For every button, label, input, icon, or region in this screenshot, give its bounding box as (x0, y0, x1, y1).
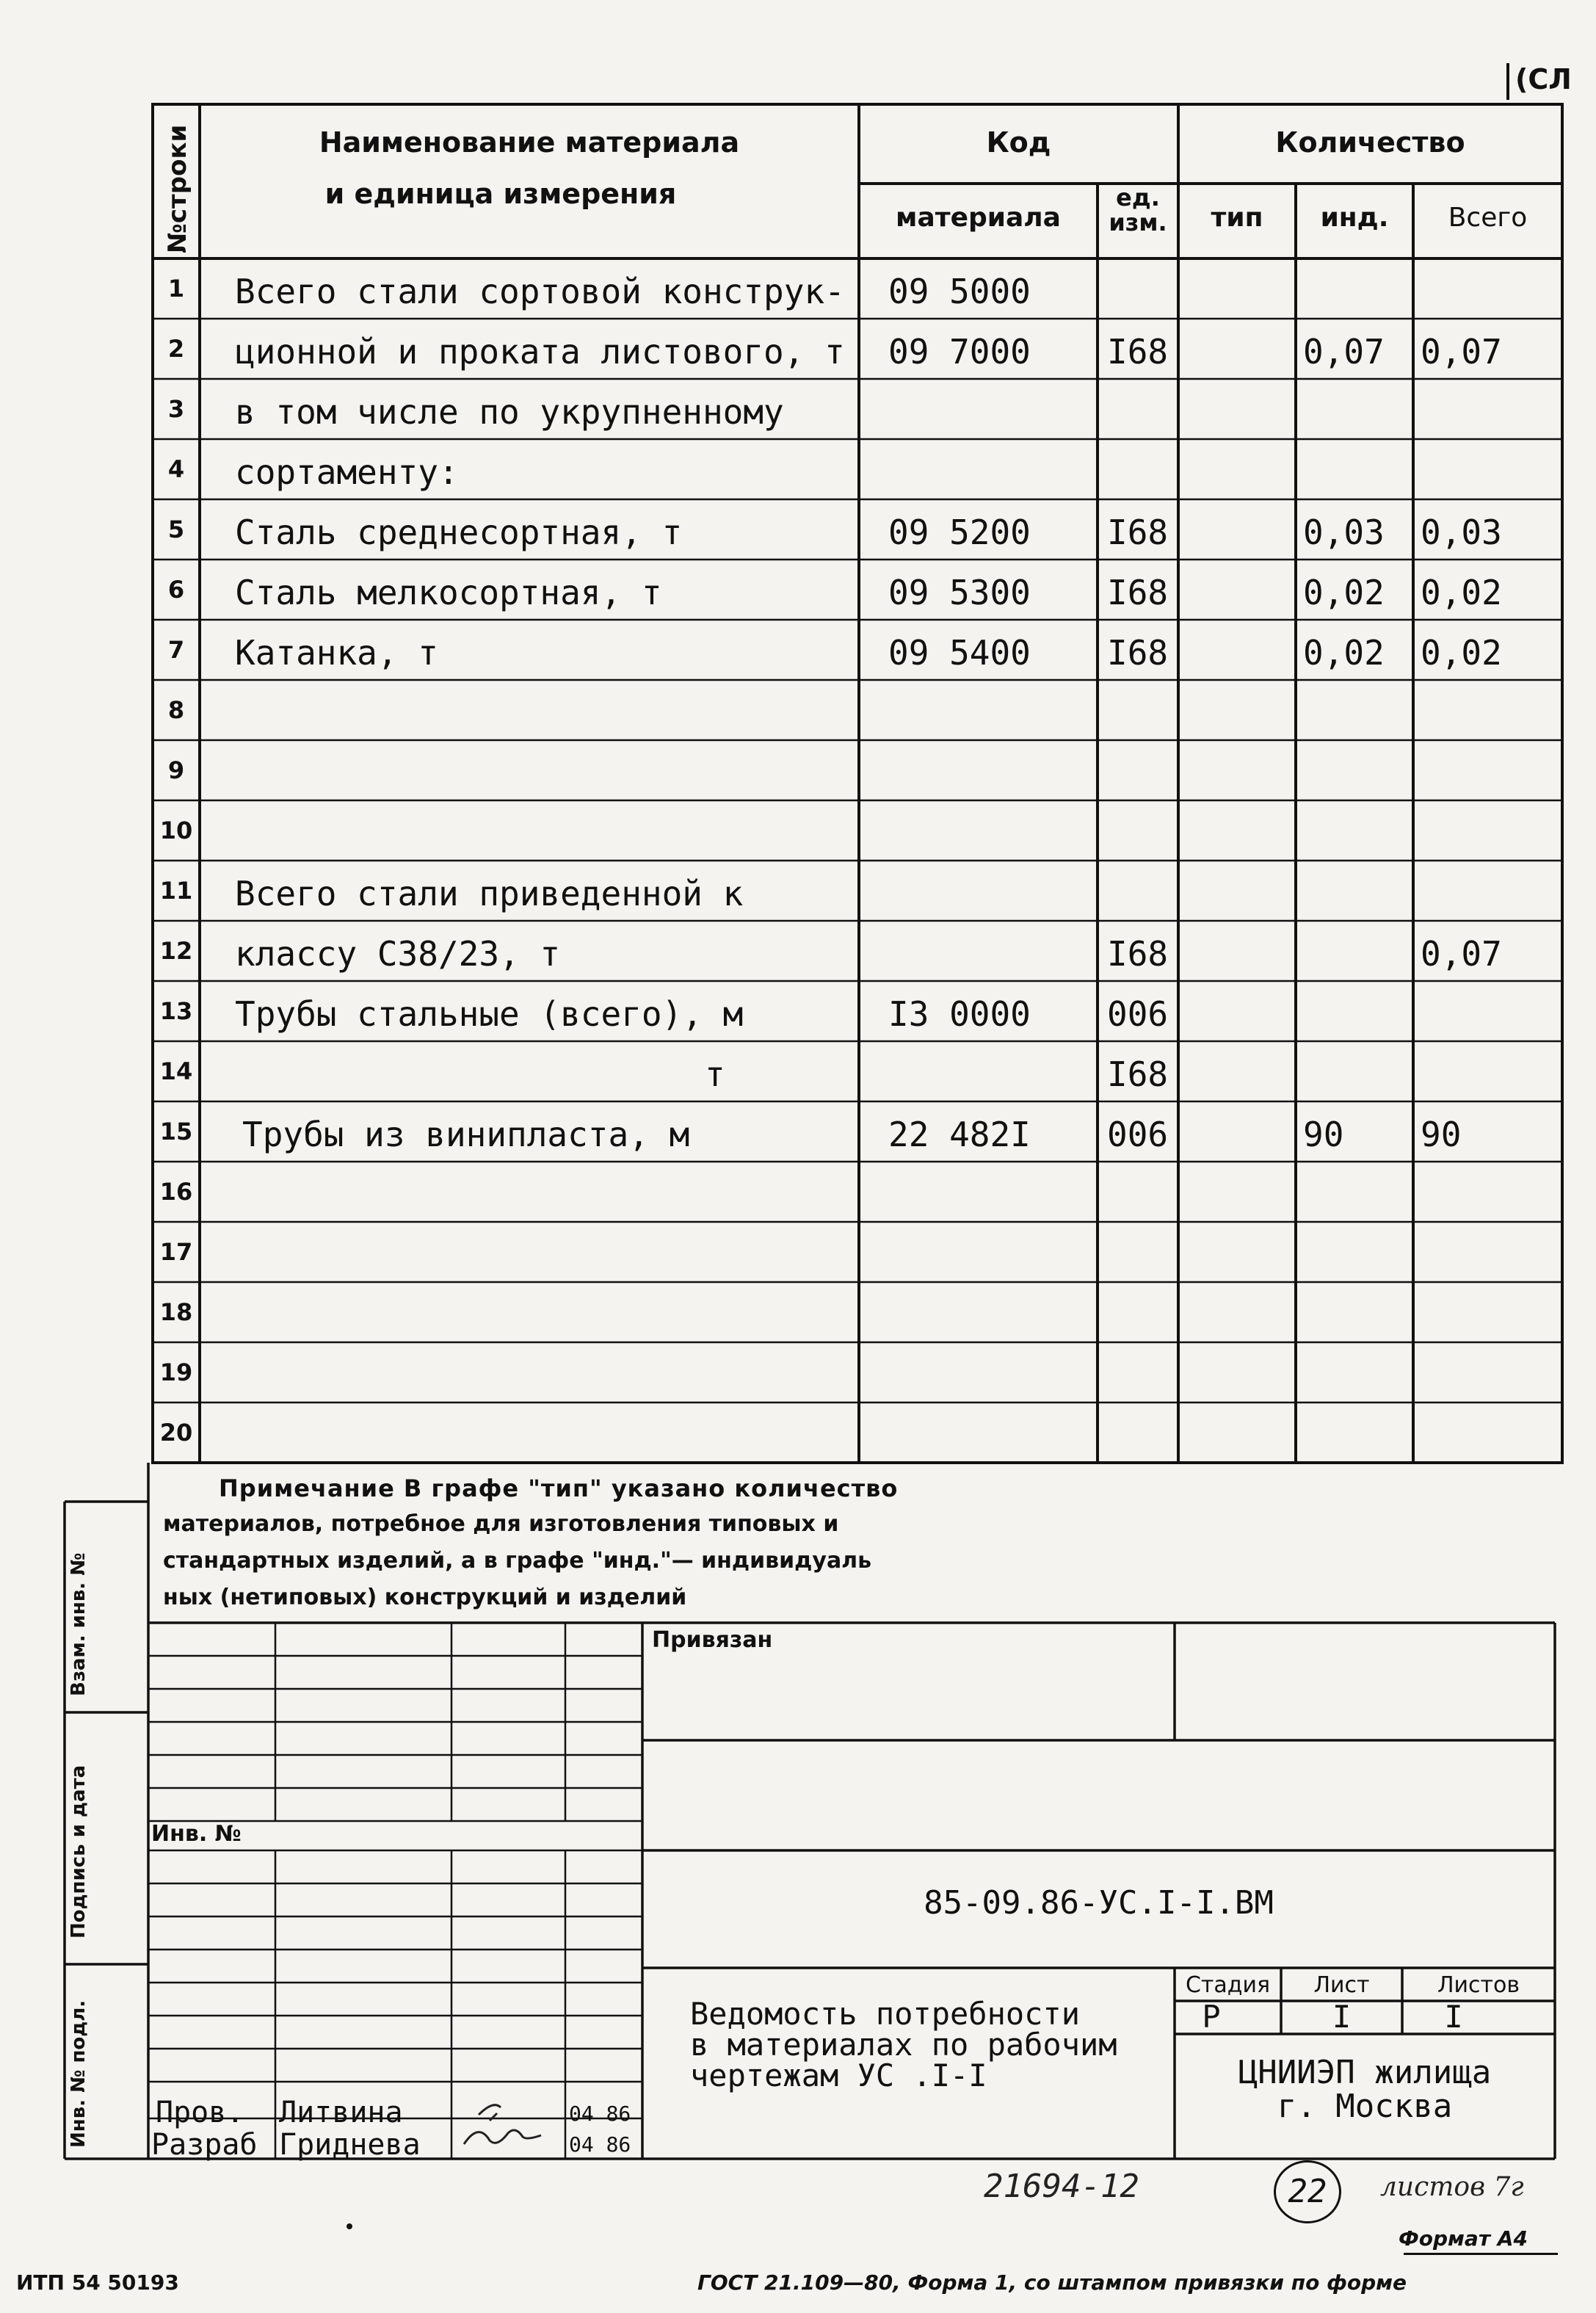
stamp-sheet-label: Лист (1313, 1972, 1370, 1998)
note-line-4: ных (нетиповых) конструкций и изделий (163, 1585, 687, 1610)
row-number: 16 (159, 1178, 193, 1206)
row-ind-cell: 0,03 (1303, 513, 1385, 552)
row-number: 17 (159, 1238, 193, 1266)
signature-marks (457, 2085, 559, 2159)
row-total-cell: 0,07 (1421, 934, 1502, 974)
note-line-1: Примечание В графе "тип" указано количество (219, 1474, 899, 1502)
footer-format-underline (1404, 2253, 1558, 2255)
row-code-cell: 09 5400 (888, 633, 1031, 673)
row-number: 7 (167, 636, 185, 664)
header-quantity: Количество (1275, 126, 1465, 159)
row-name-cell: т (705, 1054, 725, 1094)
stamp-prov-role: Пров. (156, 2096, 244, 2129)
row-number: 9 (167, 756, 185, 784)
note-line-2: материалов, потребное для изготовления типовых и (163, 1511, 839, 1537)
row-number: 11 (159, 877, 193, 905)
row-ind-cell: 0,02 (1303, 573, 1385, 612)
side-label-vzam: Взам. инв. № (68, 1552, 90, 1696)
row-total-cell: 0,02 (1421, 573, 1502, 612)
row-number: 14 (159, 1057, 193, 1085)
stamp-privyazan: Привязан (652, 1627, 773, 1653)
row-name-cell: сортаменту: (235, 452, 459, 492)
header-name-line2: и единица измерения (324, 178, 677, 210)
stamp-org-line2: г. Москва (1277, 2088, 1453, 2125)
row-code-cell: 09 5200 (888, 513, 1031, 552)
corner-mark: (СЛ (1506, 63, 1572, 100)
row-number: 1 (167, 275, 185, 303)
footer-format: Формат А4 (1399, 2226, 1528, 2251)
header-code-material: материала (896, 203, 1061, 233)
row-unit-cell: I68 (1107, 934, 1169, 974)
header-qty-ind: инд. (1320, 203, 1389, 233)
header-code-unit: ед. изм. (1109, 184, 1167, 236)
footer-handwritten-note: листов 7г (1380, 2172, 1524, 2202)
header-name-line1: Наименование материала (319, 126, 740, 159)
note-line-3: стандартных изделий, а в графе "инд."— индивидуаль (163, 1548, 872, 1574)
row-code-cell: 09 5300 (888, 573, 1031, 612)
row-name-cell: Всего стали сортовой конструк- (235, 272, 845, 311)
row-number: 2 (167, 335, 185, 363)
row-name-cell: Всего стали приведенной к (235, 874, 744, 913)
stamp-razrab-name: Гриднева (279, 2128, 421, 2162)
row-total-cell: 0,07 (1421, 332, 1502, 372)
row-number: 6 (167, 576, 185, 604)
row-number: 19 (159, 1358, 193, 1386)
stamp-title-3: чертежам УС .I-I (690, 2057, 987, 2093)
row-ind-cell: 0,07 (1303, 332, 1385, 372)
speck (347, 2223, 352, 2229)
row-number: 20 (159, 1419, 193, 1447)
row-code-cell: 09 7000 (888, 332, 1031, 372)
stamp-stage-value: Р (1202, 1999, 1221, 2035)
stamp-org-line1: ЦНИИЭП жилища (1238, 2054, 1492, 2091)
footer-gost: ГОСТ 21.109—80, Форма 1, со штампом привязки по форме (697, 2270, 1407, 2295)
header-qty-type: тип (1211, 203, 1263, 233)
row-name-cell: классу С38/23, т (235, 934, 561, 974)
stamp-prov-name: Литвина (279, 2096, 403, 2129)
side-label-inv-podl: Инв. № подл. (68, 1999, 90, 2148)
row-number: 12 (159, 937, 193, 965)
header-qty-total: Всего (1448, 203, 1528, 233)
stamp-title-1: Ведомость потребности (690, 1996, 1081, 2032)
row-name-cell: в том числе по укрупненному (235, 392, 784, 432)
row-number: 13 (159, 997, 193, 1025)
row-number: 10 (159, 817, 193, 844)
row-unit-cell: 006 (1107, 1115, 1169, 1154)
row-name-cell: Трубы из винипласта, м (242, 1115, 690, 1154)
row-unit-cell: I68 (1107, 573, 1169, 612)
row-name-cell: Катанка, т (235, 633, 438, 673)
row-total-cell: 90 (1421, 1115, 1462, 1154)
row-code-cell: 09 5000 (888, 272, 1031, 311)
row-name-cell: ционной и проката листового, т (235, 332, 845, 372)
stamp-razrab-date: 04 86 (569, 2132, 631, 2157)
row-number: 8 (167, 696, 185, 724)
row-number: 5 (167, 515, 185, 543)
row-code-cell: I3 0000 (888, 994, 1031, 1034)
stamp-prov-date: 04 86 (569, 2102, 631, 2126)
row-ind-cell: 0,02 (1303, 633, 1385, 673)
row-number: 4 (167, 455, 185, 483)
side-label-podpis: Подпись и дата (68, 1764, 90, 1939)
stamp-sheet-value: I (1332, 1999, 1352, 2035)
stamp-inv-no: Инв. № (151, 1821, 242, 1847)
row-unit-cell: I68 (1107, 633, 1169, 673)
row-number: 3 (167, 395, 185, 423)
stamp-title-2: в материалах по рабочим (690, 2027, 1117, 2063)
row-number: 18 (159, 1298, 193, 1326)
row-unit-cell: I68 (1107, 513, 1169, 552)
stamp-razrab-role: Разраб (151, 2128, 258, 2162)
row-unit-cell: I68 (1107, 332, 1169, 372)
row-name-cell: Сталь среднесортная, т (235, 513, 683, 552)
row-number: 15 (159, 1118, 193, 1145)
header-code: Код (986, 126, 1051, 159)
row-unit-cell: I68 (1107, 1054, 1169, 1094)
footer-handwritten-no: 21694-12 (984, 2168, 1139, 2205)
row-code-cell: 22 482I (888, 1115, 1031, 1154)
row-name-cell: Сталь мелкосортная, т (235, 573, 662, 612)
row-total-cell: 0,02 (1421, 633, 1502, 673)
row-ind-cell: 90 (1303, 1115, 1344, 1154)
stamp-sheets-value: I (1444, 1999, 1463, 2035)
row-total-cell: 0,03 (1421, 513, 1502, 552)
footer-itp: ИТП 54 50193 (16, 2270, 179, 2295)
stamp-stage-label: Стадия (1185, 1972, 1271, 1998)
stamp-sheets-label: Листов (1437, 1972, 1520, 1998)
row-name-cell: Трубы стальные (всего), м (235, 994, 744, 1034)
footer-circled-no: 22 (1274, 2160, 1341, 2223)
stamp-doc-code: 85-09.86-УС.I-I.ВМ (924, 1884, 1274, 1922)
header-row-no: №строки (163, 124, 192, 253)
row-unit-cell: 006 (1107, 994, 1169, 1034)
